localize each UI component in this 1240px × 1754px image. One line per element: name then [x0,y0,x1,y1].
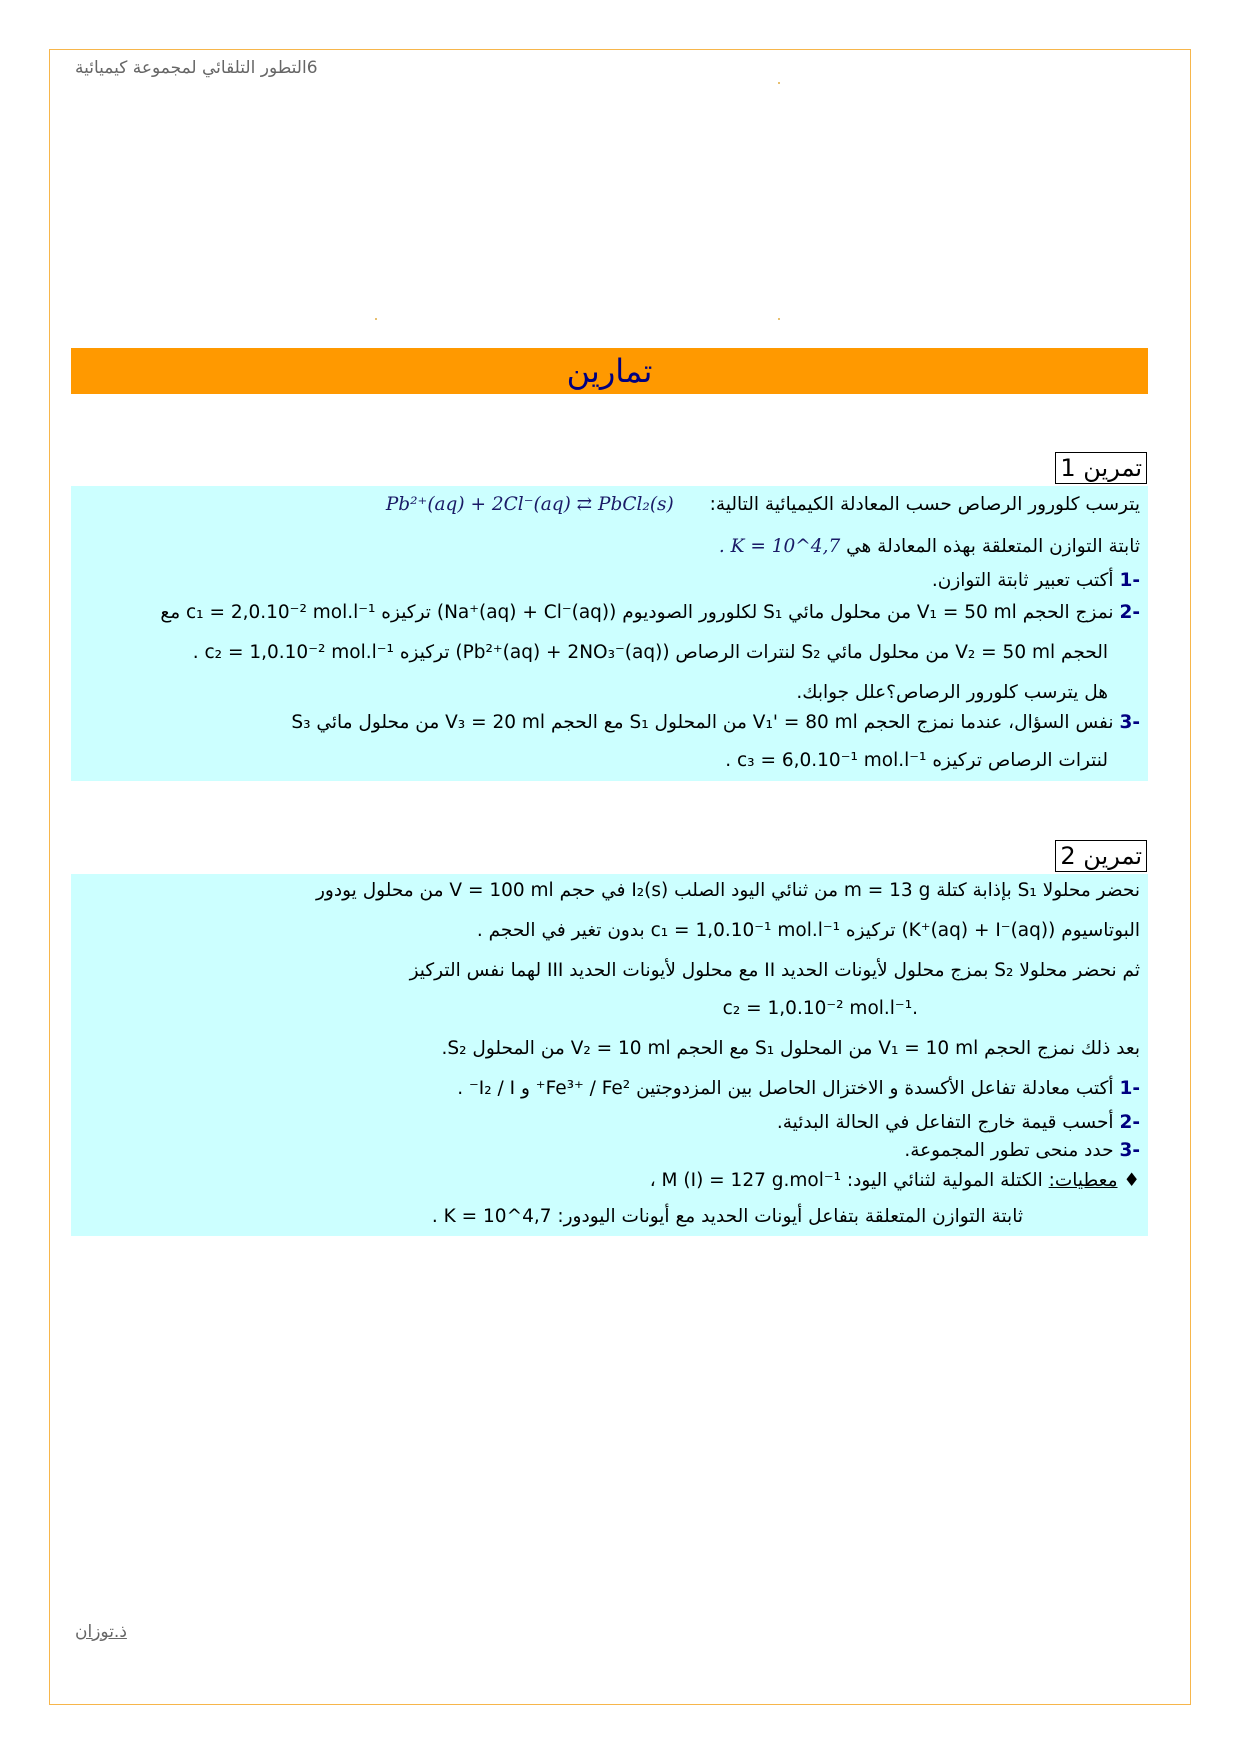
ex2-line-3: ثم نحضر محلولا S₂ بمزج محلول لأيونات الحديد II مع محلول لأيونات الحديد III لهما نفس التركيز [409,960,1140,981]
ex2-given-k: ثابتة التوازن المتعلقة بتفاعل أيونات الحديد مع أيونات اليودور: K = 10^4,7 . [431,1206,1023,1227]
given-label: معطيات: [1048,1170,1118,1191]
ex1-question-2 [160,602,1140,623]
q-number: -1 [1119,1078,1140,1099]
bullet-icon: ♦ [1123,1170,1140,1191]
decor-dot [375,318,377,320]
ex1-k-line [719,536,1140,557]
q-number: -2 [1119,602,1140,623]
exercise-2-title: تمرين 2 [1055,840,1147,872]
ex1-k-text: ثابتة التوازن المتعلقة بهذه المعادلة هي [846,536,1140,557]
ex1-question-2-ask: هل يترسب كلورور الرصاص؟علل جوابك. [796,682,1108,703]
q-text: حدد منحى تطور المجموعة. [904,1140,1114,1161]
ex1-question-3 [291,712,1140,733]
q-text: أكتب تعبير ثابتة التوازن. [931,570,1114,591]
ex1-question-2-cont: الحجم V₂ = 50 ml من محلول مائي S₂ لنترات الرصاص (Pb²⁺(aq) + 2NO₃⁻(aq)) تركيزه c₂ = 1,0.10⁻² mol.l⁻¹ . [192,642,1108,663]
q-number: -3 [1119,1140,1140,1161]
q-number: -1 [1119,570,1140,591]
ex2-question-3 [904,1140,1140,1161]
ex2-line-2: البوتاسيوم (K⁺(aq) + I⁻(aq)) تركيزه c₁ = 1,0.10⁻¹ mol.l⁻¹ بدون تغير في الحجم . [476,920,1140,941]
q-text: نفس السؤال، عندما نمزج الحجم V₁' = 80 ml من المحلول S₁ مع الحجم V₃ = 20 ml من محلول مائي S₃ [291,712,1114,733]
ex1-question-1 [932,570,1140,591]
ex1-intro-line [386,494,1140,515]
section-banner: تمارين [71,348,1148,394]
exercise-1-box [71,486,1148,781]
q-number: -3 [1119,712,1140,733]
ex2-line-5: بعد ذلك نمزج الحجم V₁ = 10 ml من المحلول S₁ مع الحجم V₂ = 10 ml من المحلول S₂. [441,1038,1140,1059]
ex1-question-3-cont: لنترات الرصاص تركيزه c₃ = 6,0.10⁻¹ mol.l⁻¹ . [725,750,1108,771]
ex1-intro: يترسب كلورور الرصاص حسب المعادلة الكيميائية التالية: [709,494,1140,515]
q-number: -2 [1119,1112,1140,1133]
ex2-line-1: نحضر محلولا S₁ بإذابة كتلة m = 13 g من ثنائي اليود الصلب I₂(s) في حجم V = 100 ml من محلول يودور [316,880,1140,901]
ex1-equation: Pb²⁺(aq) + 2Cl⁻(aq) ⇄ PbCl₂(s) [385,494,674,515]
decor-dot [778,318,780,320]
ex2-question-2 [777,1112,1140,1133]
decor-dot [778,82,780,84]
q-text: نمزج الحجم V₁ = 50 ml من محلول مائي S₁ لكلورور الصوديوم (Na⁺(aq) + Cl⁻(aq)) تركيزه c₁ = 2,0.10⁻² mol.l⁻¹ مع [160,602,1114,623]
page-header: 6التطور التلقائي لمجموعة كيميائية [75,58,318,78]
ex2-given-line [650,1170,1140,1191]
exercise-1-title: تمرين 1 [1055,452,1147,484]
q-text: أكتب معادلة تفاعل الأكسدة و الاختزال الحاصل بين المزدوجتين Fe³⁺ / Fe²⁺ و I₂ / I⁻ . [457,1078,1114,1099]
exercise-2-box [71,874,1148,1236]
ex2-line-4: .c₂ = 1,0.10⁻² mol.l⁻¹ [722,998,918,1019]
ex2-question-1 [457,1078,1140,1099]
ex1-k-value: K = 10^4,7 . [718,536,841,557]
q-text: أحسب قيمة خارج التفاعل في الحالة البدئية. [776,1112,1114,1133]
given-molar-mass: الكتلة المولية لثنائي اليود: M (I) = 127 g.mol⁻¹ ، [649,1170,1043,1191]
page-footer-author: ذ.توزان [75,1622,127,1642]
